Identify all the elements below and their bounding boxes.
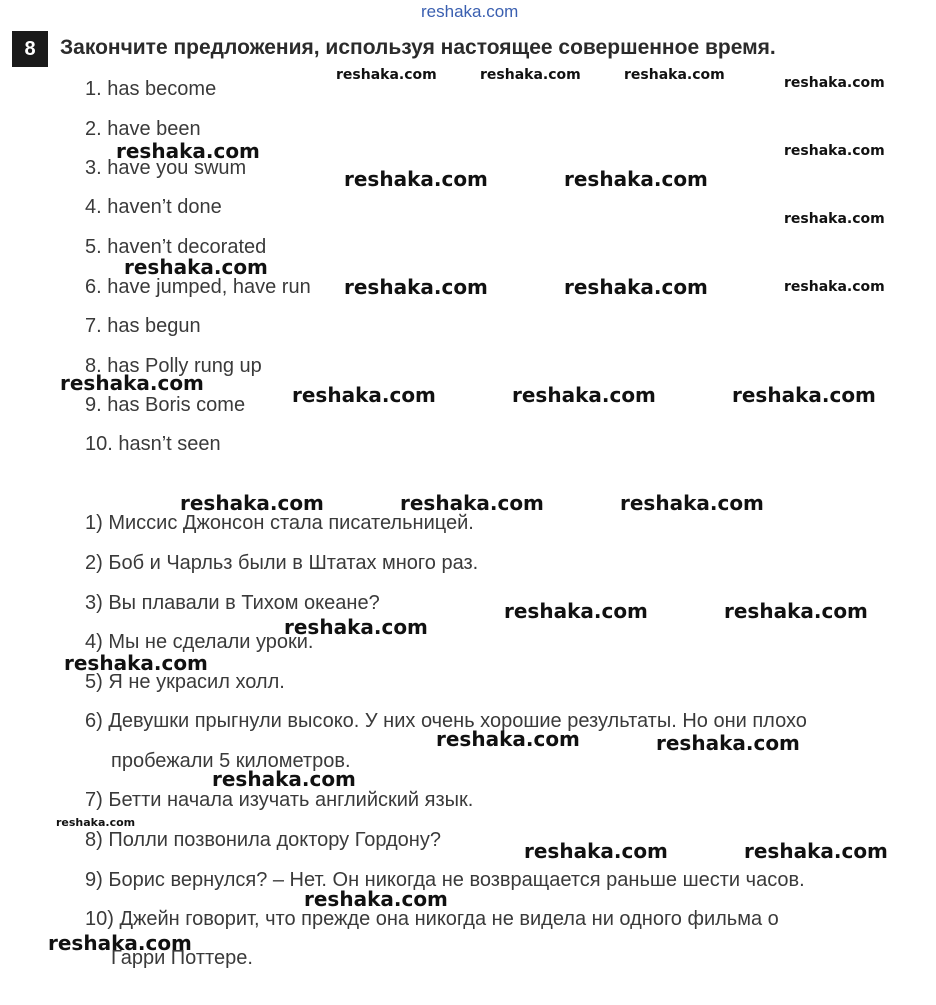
watermark: reshaka.com xyxy=(292,383,436,407)
watermark: reshaka.com xyxy=(400,491,544,515)
answer-item: 10. hasn’t seen xyxy=(85,433,221,455)
answer-item: 4. haven’t done xyxy=(85,196,222,218)
watermark: reshaka.com xyxy=(504,599,648,623)
watermark: reshaka.com xyxy=(60,371,204,395)
watermark: reshaka.com xyxy=(64,651,208,675)
watermark: reshaka.com xyxy=(724,599,868,623)
watermark: reshaka.com xyxy=(524,839,668,863)
translation-item: 2) Боб и Чарльз были в Штатах много раз. xyxy=(85,552,479,574)
watermark: reshaka.com xyxy=(124,255,268,279)
watermark: reshaka.com xyxy=(624,67,725,83)
top-watermark: reshaka.com xyxy=(421,2,519,21)
watermark: reshaka.com xyxy=(744,839,888,863)
watermark: reshaka.com xyxy=(564,167,708,191)
watermark: reshaka.com xyxy=(732,383,876,407)
task-number-badge: 8 xyxy=(12,31,48,67)
watermark: reshaka.com xyxy=(212,767,356,791)
watermark: reshaka.com xyxy=(564,275,708,299)
watermark: reshaka.com xyxy=(180,491,324,515)
task-title: Закончите предложения, используя настоящее совершенное время. xyxy=(60,36,776,59)
answer-item: 6. have jumped, have run xyxy=(85,276,311,298)
watermark: reshaka.com xyxy=(512,383,656,407)
watermark: reshaka.com xyxy=(784,279,885,295)
answer-item: 2. have been xyxy=(85,118,201,140)
answer-item: 8. has Polly rung up xyxy=(85,355,262,377)
watermark: reshaka.com xyxy=(336,67,437,83)
watermark: reshaka.com xyxy=(116,139,260,163)
watermark: reshaka.com xyxy=(344,275,488,299)
translation-item: 10) Джейн говорит, что прежде она никогда не видела ни одного фильма о xyxy=(85,908,779,930)
watermark: reshaka.com xyxy=(656,731,800,755)
translation-item-continued: Гарри Поттере. xyxy=(111,947,253,969)
answer-item: 3. have you swum xyxy=(85,157,247,179)
translation-item: 4) Мы не сделали уроки. xyxy=(85,631,314,653)
watermark: reshaka.com xyxy=(304,887,448,911)
watermark: reshaka.com xyxy=(784,143,885,159)
watermark: reshaka.com xyxy=(784,211,885,227)
watermark: reshaka.com xyxy=(620,491,764,515)
translation-item: 1) Миссис Джонсон стала писательницей. xyxy=(85,512,474,534)
watermark: reshaka.com xyxy=(284,615,428,639)
watermark: reshaka.com xyxy=(56,816,136,829)
answer-item: 7. has begun xyxy=(85,315,201,337)
answer-item: 1. has become xyxy=(85,78,217,100)
translation-item: 3) Вы плавали в Тихом океане? xyxy=(85,592,380,614)
translation-item-continued: пробежали 5 километров. xyxy=(111,750,351,772)
watermark: reshaka.com xyxy=(344,167,488,191)
translation-item: 8) Полли позвонила доктору Гордону? xyxy=(85,829,441,851)
translation-item: 9) Борис вернулся? – Нет. Он никогда не возвращается раньше шести часов. xyxy=(85,869,805,891)
translation-item: 7) Бетти начала изучать английский язык. xyxy=(85,789,474,811)
watermark: reshaka.com xyxy=(48,931,192,955)
watermark: reshaka.com xyxy=(480,67,581,83)
watermark: reshaka.com xyxy=(436,727,580,751)
translation-item: 5) Я не украсил холл. xyxy=(85,671,285,693)
watermark: reshaka.com xyxy=(784,75,885,91)
answer-item: 9. has Boris come xyxy=(85,394,246,416)
answer-item: 5. haven’t decorated xyxy=(85,236,267,258)
translation-item: 6) Девушки прыгнули высоко. У них очень хорошие результаты. Но они плохо xyxy=(85,710,807,732)
